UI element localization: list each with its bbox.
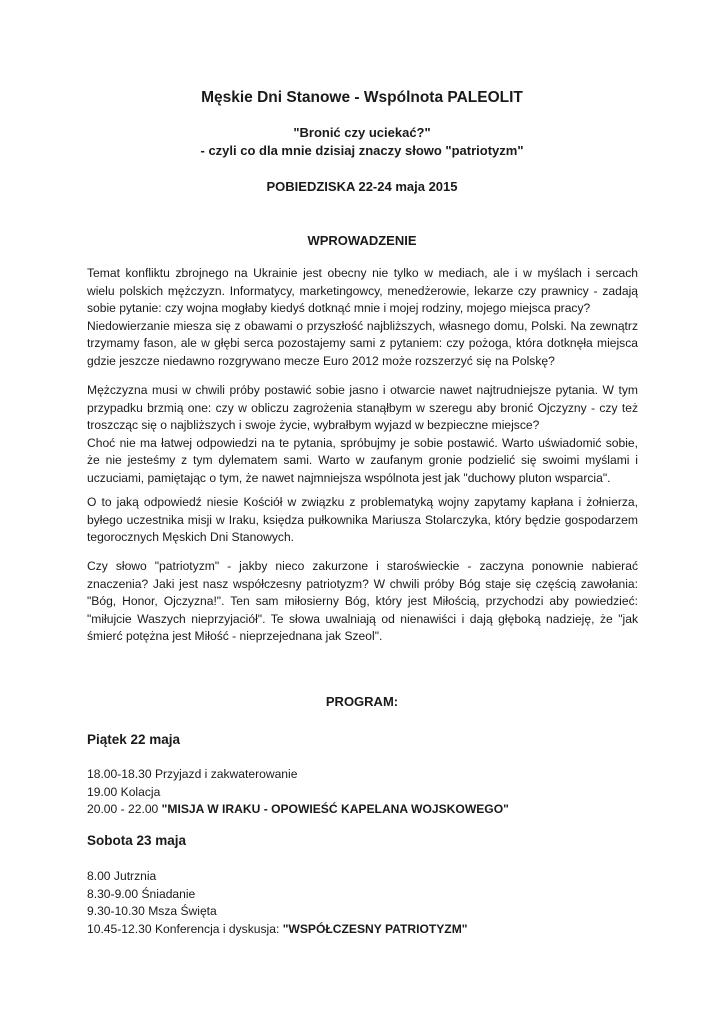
paragraph-line: gdzie jeszcze niedawno rozgrywano mecze Euro 2012 może rozszerzyć się na Polskę?: [87, 353, 555, 368]
intro-paragraph-3: [87, 494, 638, 547]
paragraph-line: O to jaką odpowiedź niesie Kościół w związku z problematyką wojny zapytamy kapłana i żołnierza,: [87, 495, 638, 509]
intro-paragraph-1: [87, 265, 638, 370]
paragraph-line: sobie pytanie: czy wojna mogłaby kiedyś dotknąć mnie i mojej rodziny, mojego miejsca pracy?: [87, 301, 591, 315]
schedule-time: 18.00-18.30: [87, 767, 152, 781]
schedule-saturday: [87, 868, 468, 938]
schedule-time: 20.00 - 22.00: [87, 802, 159, 816]
schedule-text: Msza Święta: [148, 904, 217, 918]
schedule-text: Kolacja: [120, 784, 161, 799]
schedule-item: [87, 801, 509, 819]
paragraph-line: przypadku brzmią one: czy w obliczu zagrożenia stanąłbym w szeregu aby bronić Ojczyzny - czy też: [87, 400, 638, 415]
paragraph-line: uczuciami, pamiętając o tym, że nawet najmniejsza wspólnota jest jak "duchowy pluton wsparcia".: [87, 470, 611, 485]
intro-paragraph-2: [87, 382, 638, 487]
schedule-item: [87, 903, 468, 921]
schedule-time: 8.00: [87, 869, 111, 883]
schedule-time: 10.45-12.30: [87, 921, 152, 936]
paragraph-line: "miłujcie Waszych nieprzyjaciół". Te słowa uwalniają od nienawiści i dają głęboką nadzieję, że "jak: [87, 611, 638, 626]
paragraph-line: Choć nie ma łatwej odpowiedzi na te pytania, spróbujmy je sobie postawić. Warto uświadomić sobie,: [87, 435, 638, 450]
schedule-time: 19.00: [87, 784, 118, 799]
intro-heading: WPROWADZENIE: [307, 233, 417, 248]
schedule-item: [87, 921, 468, 939]
paragraph-line: Mężczyzna musi w chwili próby postawić sobie jasno i otwarcie nawet najtrudniejsze pytania. W tym: [87, 383, 638, 397]
schedule-item: [87, 886, 468, 904]
paragraph-line: Niedowierzanie miesza się z obawami o przyszłość najbliższych, własnego domu, Polski. Na zewnątrz: [87, 318, 638, 333]
schedule-time: 8.30-9.00: [87, 886, 139, 901]
subtitle-explanation: - czyli co dla mnie dzisiaj znaczy słowo "patriotyzm": [200, 143, 524, 158]
paragraph-line: śmierć potężna jest Miłość - nieprzejednana jak Szeol".: [87, 629, 383, 643]
paragraph-line: trzymamy fason, ale w głębi serca pozostajemy sami z pytaniem: czy pożoga, która dotknęła miejsca: [87, 336, 638, 350]
paragraph-line: że nie jesteśmy z tym dylematem sami. Warto w zaufanym gronie podzielić się swoimi myślami i: [87, 453, 638, 467]
program-heading: PROGRAM:: [325, 694, 399, 709]
schedule-item: [87, 868, 468, 886]
schedule-item: [87, 784, 509, 802]
schedule-text: Śniadanie: [141, 886, 196, 901]
paragraph-line: "Bóg, Honor, Ojczyzna!". Ten sam miłosierny Bóg, który jest Miłością, przychodzi aby powiedzieć:: [87, 594, 638, 608]
schedule-time: 9.30-10.30: [87, 904, 145, 918]
paragraph-line: znaczenia? Jaki jest nasz współczesny patriotyzm? W chwili próby Bóg staje się częścią zawołania:: [87, 576, 638, 591]
schedule-text: Przyjazd i zakwaterowanie: [154, 767, 298, 781]
paragraph-line: byłego uczestnika misji w Iraku, księdza pułkownika Mariusza Stolarczyka, który będzie gospodarzem: [87, 512, 638, 527]
paragraph-line: tegorocznych Męskich Dni Stanowych.: [87, 530, 295, 544]
schedule-friday: [87, 766, 509, 819]
day-heading-friday: Piątek 22 maja: [87, 732, 181, 747]
paragraph-line: troszcząc się o najbliższych i swoje życie, wybrałbym wyjazd w bezpieczne miejsce?: [87, 418, 540, 432]
place-and-date: POBIEDZISKA 22-24 maja 2015: [266, 179, 458, 194]
subtitle-question: "Bronić czy uciekać?": [293, 125, 431, 140]
paragraph-line: wielu polskich mężczyzn. Informatycy, marketingowcy, menedżerowie, lekarze czy prawnicy - zadają: [87, 283, 638, 298]
schedule-text: Jutrznia: [113, 869, 157, 883]
document-title: Męskie Dni Stanowe - Wspólnota PALEOLIT: [201, 89, 523, 106]
schedule-highlight: "WSPÓŁCZESNY PATRIOTYZM": [282, 921, 468, 936]
paragraph-line: Temat konfliktu zbrojnego na Ukrainie jest obecny nie tylko w mediach, ale i w myślach i sercach: [87, 266, 638, 280]
schedule-highlight: "MISJA W IRAKU - OPOWIEŚĆ KAPELANA WOJSKOWEGO": [161, 802, 509, 816]
schedule-item: [87, 766, 509, 784]
schedule-text: Konferencja i dyskusja:: [154, 921, 280, 936]
paragraph-line: Czy słowo "patriotyzm" - jakby nieco zakurzone i staroświeckie - zaczyna ponownie nabierać: [87, 559, 638, 573]
day-heading-saturday: Sobota 23 maja: [87, 833, 187, 848]
intro-paragraph-4: [87, 558, 638, 646]
